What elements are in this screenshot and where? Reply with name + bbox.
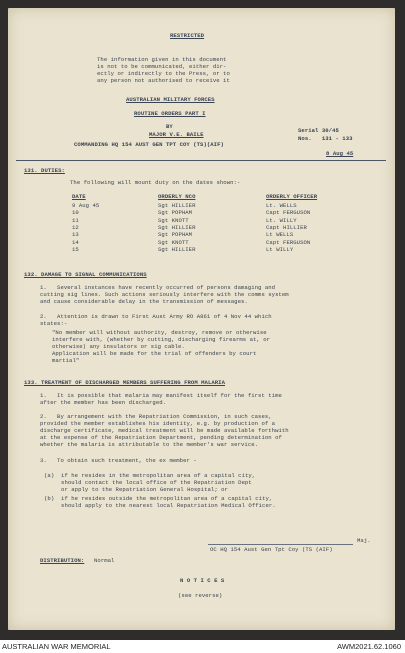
roster-nco: Sgt POPHAM [158,231,193,239]
document-page [8,8,395,630]
malaria-a-l3: or apply to the Repatriation General Hospital; or [44,486,228,493]
archive-footer [0,640,405,653]
roster-officer: Lt WELLS [266,231,294,239]
roster-date: 10 [72,209,79,217]
restricted-label: RESTRICTED [170,32,205,39]
malaria-p2-l4: at the expense of the Repatriation Department, pending determination of [40,434,282,441]
malaria-p1-l2: after the member has been discharged. [40,399,167,406]
roster-officer: Capt HILLIER [266,223,307,231]
roster-date: 15 [72,245,79,253]
distribution-label: DISTRIBUTION: [40,557,85,564]
col-date: DATE [72,193,86,200]
roster-date: 14 [72,238,79,246]
signature-rank: Maj. [357,537,371,544]
roster-nco: Sgt POPHAM [158,209,193,217]
signal-quote-l1: "No member will without authority, destroy, remove or otherwise [52,329,267,336]
footer-accession-number: AWM2021.62.1060 [337,642,401,651]
col-orderly-nco: ORDERLY NCO [158,193,196,200]
roster-officer: Capt FERGUSON [266,209,311,217]
duties-heading: 131. DUTIES: [24,167,65,174]
malaria-p3: 3. To obtain such treatment, the ex member - [40,457,197,464]
notice-line-4: any person not authorised to receive it [97,77,230,84]
roster-date: 12 [72,223,79,231]
see-reverse-note: (see reverse) [178,592,223,599]
signal-heading: 132. DAMAGE TO SIGNAL COMMUNICATIONS [24,271,147,278]
footer-institution: AUSTRALIAN WAR MEMORIAL [2,642,111,651]
roster-nco: Sgt HILLIER [158,223,196,231]
signal-p2-l2: states:- [40,320,68,327]
signal-p2-l1: 2. Attention is drawn to First Aust Army RO A861 of 4 Nov 44 which [40,313,272,320]
malaria-heading: 133. TREATMENT OF DISCHARGED MEMBERS SUFFERING FROM MALARIA [24,379,226,386]
malaria-a-l2: should contact the local office of the Repatriation Dept [44,479,252,486]
roster-nco: Sgt HILLIER [158,245,196,253]
order-numbers: Nos. 131 - 133 [298,135,353,142]
roster-officer: Lt. WILLY [266,216,297,224]
malaria-p2-l5: whether the malaria is attributable to the member's war service. [40,441,259,448]
malaria-b-l2: should apply to the nearest local Repatriation Medical Officer. [44,502,276,509]
header-divider [16,160,386,161]
roster-nco: Sgt HILLIER [158,202,196,209]
signal-p1-l2: cutting sig lines. Such actions seriously interfere with the comms system [40,291,289,298]
orders-title: ROUTINE ORDERS PART I [134,110,206,117]
signal-p1-l3: and cause considerable delay in the transmission of messages. [40,298,248,305]
signature-line [208,544,353,545]
malaria-a-l1: (a) if he resides in the metropolitan area of a capital city, [44,472,256,479]
signal-quote-l4: Application will be made for the trial of offenders by court [52,350,257,357]
malaria-p2-l3: discharge certificate, medical treatment will be made available forthwith [40,427,289,434]
notice-line-3: ectly or indirectly to the Press, or to [97,70,230,77]
malaria-b-l1: (b) if he resides outside the metropolitan area of a capital city, [44,495,273,502]
signature-block: OC HQ 154 Aust Gen Tpt Coy (TS (AIF) [210,546,333,553]
force-title: AUSTRALIAN MILITARY FORCES [126,96,215,103]
signal-quote-l3: otherwise) any insulators or sig cable. [52,343,185,350]
duties-intro: The following will mount duty on the dates shown:- [70,179,241,186]
malaria-p2-l1: 2. By arrangement with the Repatriation Commission, in such cases, [40,413,272,420]
roster-officer: Lt. WELLS [266,202,297,209]
signal-p1-l1: 1. Several instances have recently occurred of persons damaging and [40,284,276,291]
signal-quote-l5: martial" [52,357,80,364]
signal-quote-l2: interfere with, (whether by cutting, discharging firearms at, or [52,336,271,343]
roster-date: 11 [72,216,79,224]
notice-line-1: The information given in this document [97,56,227,63]
command-line: COMMANDING HQ 154 AUST GEN TPT COY (TS)(AIF) [74,141,224,148]
serial-number: Serial 30/45 [298,127,339,134]
notices-heading: N O T I C E S [180,577,225,584]
roster-nco: Sgt KNOTT [158,216,189,224]
roster-officer: Lt WILLY [266,245,294,253]
roster-officer: Capt FERGUSON [266,238,311,246]
officer-name: MAJOR V.E. BAILE [149,131,204,138]
malaria-p1-l1: 1. It is possible that malaria may manifest itself for the first time [40,392,282,399]
distribution-value: Normal [94,557,115,564]
by-label: BY [166,123,173,130]
col-orderly-officer: ORDERLY OFFICER [266,193,318,200]
order-date: 8 Aug 45 [326,150,354,157]
roster-nco: Sgt KNOTT [158,238,189,246]
roster-date: 9 Aug 45 [72,202,100,209]
roster-date: 13 [72,231,79,239]
malaria-p2-l2: provided the member establishes his identity, e.g. by production of a [40,420,276,427]
notice-line-2: is not to be communicated, either dir- [97,63,227,70]
